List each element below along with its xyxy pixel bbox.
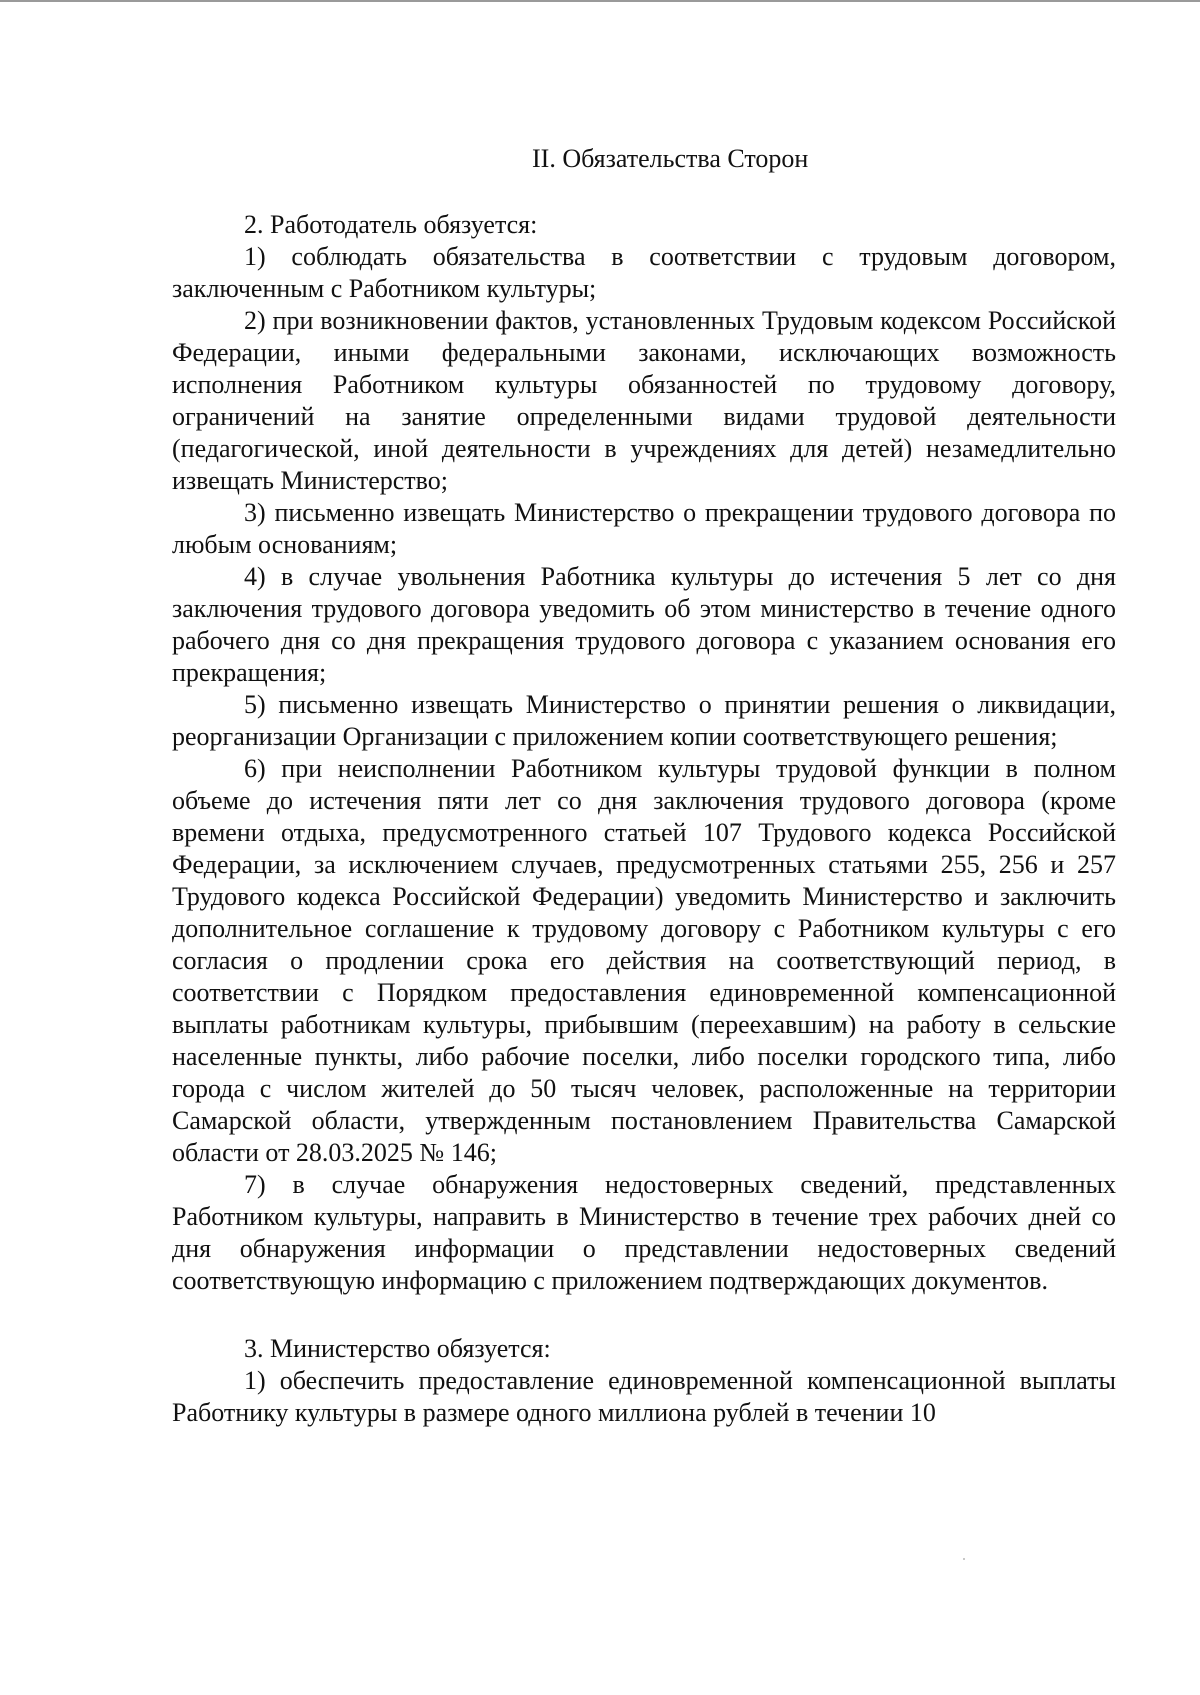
scan-speck	[963, 1558, 965, 1560]
clause-3-heading: 3. Министерство обязуется:	[244, 1334, 551, 1363]
clause-2-item-5: 5) письменно извещать Министерство о принятии решения о ликвидации, реорганизации Организации с приложением копии соответствующего решения;	[172, 690, 1116, 751]
clause-2-item-7: 7) в случае обнаружения недостоверных сведений, представленных Работником культуры, направить в Министерство в течение трех рабочих дней со дня обнаружения информации о представлении недостоверных сведений соответствующую информацию с приложением подтверждающих документов.	[172, 1170, 1116, 1295]
section-title: II. Обязательства Сторон	[532, 144, 809, 173]
clause-2-heading: 2. Работодатель обязуется:	[244, 210, 538, 239]
clause-2-item-6: 6) при неисполнении Работником культуры трудовой функции в полном объеме до истечения пяти лет со дня заключения трудового договора (кроме времени отдыха, предусмотренного статьей 107 Трудового кодекса Российской Федерации, за исключением случаев, предусмотренных статьями 255, 256 и 257 Трудового кодекса Российской Федерации) уведомить Министерство и заключить дополнительное соглашение к трудовому договору с Работником культуры с его согласия о продлении срока его действия на соответствующий период, в соответствии с Порядком предоставления единовременной компенсационной выплаты работникам культуры, прибывшим (переехавшим) на работу в сельские населенные пункты, либо рабочие поселки, либо поселки городского типа, либо города с числом жителей до 50 тысяч человек, расположенные на территории Самарской области, утвержденным постановлением Правительства Самарской области от 28.03.2025 № 146;	[172, 754, 1116, 1167]
clause-2-item-2: 2) при возникновении фактов, установленных Трудовым кодексом Российской Федерации, иными федеральными законами, исключающих возможность исполнения Работником культуры обязанностей по трудовому договору, ограничений на занятие определенными видами трудовой деятельности (педагогической, иной деятельности в учреждениях для детей) незамедлительно извещать Министерство;	[172, 306, 1116, 495]
clause-2-item-3: 3) письменно извещать Министерство о прекращении трудового договора по любым основаниям;	[172, 498, 1116, 559]
document-page	[172, 143, 1116, 1429]
scan-top-edge	[0, 0, 1200, 2]
clause-2-item-1: 1) соблюдать обязательства в соответствии с трудовым договором, заключенным с Работником культуры;	[172, 242, 1116, 303]
clause-3-item-1: 1) обеспечить предоставление единовременной компенсационной выплаты Работнику культуры в размере одного миллиона рублей в течении 10	[172, 1366, 1116, 1427]
clause-2-item-4: 4) в случае увольнения Работника культуры до истечения 5 лет со дня заключения трудового договора уведомить об этом министерство в течение одного рабочего дня со дня прекращения трудового договора с указанием основания его прекращения;	[172, 562, 1116, 687]
